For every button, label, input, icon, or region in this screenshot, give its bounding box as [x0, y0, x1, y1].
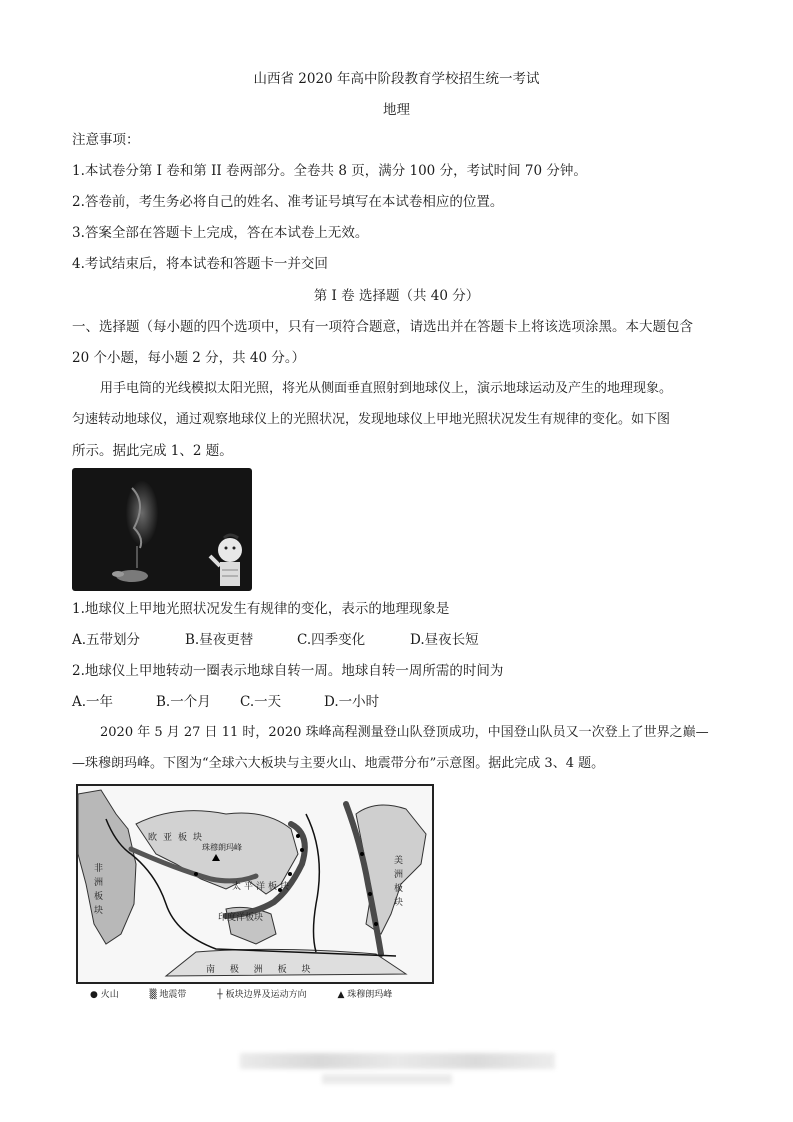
option-d: D.昼夜长短 [410, 632, 479, 648]
section-title: 第 I 卷 选择题（共 40 分） [313, 288, 480, 304]
section-intro: 一、选择题（每小题的四个选项中，只有一项符合题意，请选出并在答题卡上将该选项涂黑。本大题包含 [72, 319, 693, 335]
label-america: 美 洲 板 块 [394, 856, 404, 908]
exam-title: 山西省 2020 年高中阶段教育学校招生统一考试 [253, 71, 540, 87]
passage-text: 匀速转动地球仪，通过观察地球仪上的光照状况，发现地球仪上甲地光照状况发生有规律的变化。如下图 [72, 412, 671, 427]
notice-item: 2.答卷前，考生务必将自己的姓名、准考证号填写在本试卷相应的位置。 [72, 194, 504, 210]
blurred-footer [240, 1053, 555, 1069]
passage-text: 2020 年 5 月 27 日 11 时，2020 珠峰高程测量登山队登顶成功，中国登山队员又一次登上了世界之巅— [100, 725, 709, 740]
plate-map [76, 784, 434, 984]
passage-text: —珠穆朗玛峰。下图为“全球六大板块与主要火山、地震带分布”示意图。据此完成 3、4 题。 [72, 756, 605, 771]
option-d: D.一小时 [324, 694, 380, 710]
question-options [72, 693, 379, 711]
option-c: C.四季变化 [297, 632, 366, 648]
map-legend [90, 987, 420, 1000]
notice-item: 4.考试结束后，将本试卷和答题卡一并交回 [72, 256, 328, 272]
legend-boundary: ┼ 板块边界及运动方向 [217, 990, 307, 1000]
notice-item: 3.答案全部在答题卡上完成，答在本试卷上无效。 [72, 225, 369, 241]
legend-volcano: ● 火山 [90, 990, 119, 1000]
option-a: A.一年 [72, 694, 114, 710]
option-c: C.一天 [240, 694, 282, 710]
globe-photo [72, 468, 252, 591]
option-a: A.五带划分 [72, 632, 141, 648]
option-b: B.昼夜更替 [185, 632, 254, 648]
question-options [72, 631, 479, 649]
label-indo-australian: 印度洋板块 [218, 913, 264, 923]
legend-quake-belt: ▒ 地震带 [149, 990, 187, 1000]
question-stem: 2.地球仪上甲地转动一圈表示地球自转一周。地球自转一周所需的时间为 [72, 663, 504, 679]
option-b: B.一个月 [156, 694, 211, 710]
notice-heading: 注意事项： [72, 132, 140, 148]
notice-item: 1.本试卷分第 I 卷和第 II 卷两部分。全卷共 8 页，满分 100 分，考试时间 70 分钟。 [72, 163, 587, 179]
legend-everest: ▲ 珠穆朗玛峰 [337, 990, 393, 1000]
blurred-footer [322, 1074, 452, 1084]
label-eurasia: 欧亚板块 [148, 833, 209, 843]
label-africa: 非 洲 板 块 [94, 864, 104, 916]
label-pacific: 太平洋板块 [232, 882, 293, 892]
question-stem: 1.地球仪上甲地光照状况发生有规律的变化，表示的地理现象是 [72, 601, 450, 617]
passage-text: 用手电筒的光线模拟太阳光照，将光从侧面垂直照射到地球仪上，演示地球运动及产生的地理现象。 [100, 381, 673, 396]
label-antarctic: 南 极 洲 板 块 [206, 965, 317, 975]
label-everest: 珠穆朗玛峰 [202, 843, 242, 852]
section-intro: 20 个小题，每小题 2 分，共 40 分。） [72, 350, 306, 366]
passage-text: 所示。据此完成 1、2 题。 [72, 443, 233, 459]
subject-title: 地理 [383, 102, 410, 118]
